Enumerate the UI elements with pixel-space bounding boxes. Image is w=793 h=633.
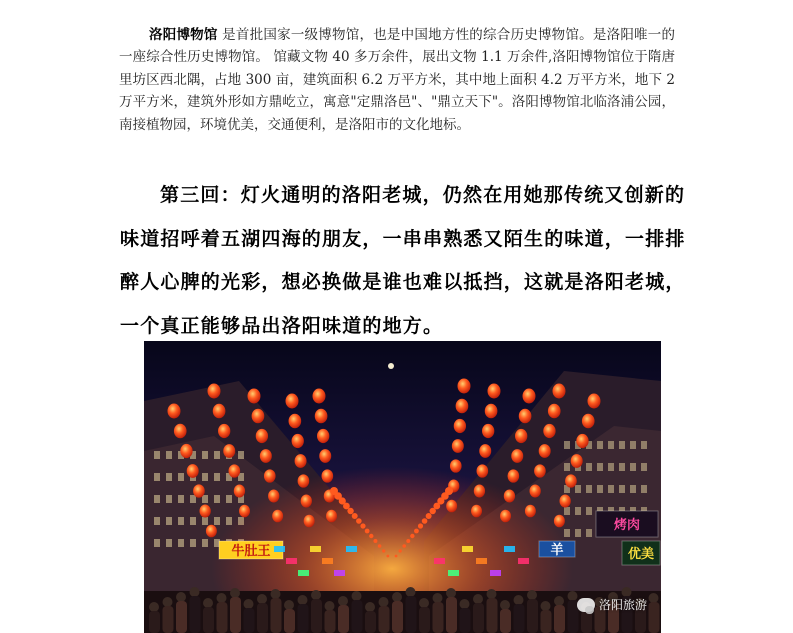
lantern <box>264 469 276 482</box>
lantern <box>292 434 304 448</box>
lantern <box>317 429 329 443</box>
person <box>271 598 282 633</box>
lantern <box>588 394 601 409</box>
lantern <box>200 505 211 518</box>
person <box>149 611 160 633</box>
person <box>379 606 390 633</box>
person-head <box>487 589 497 599</box>
lantern <box>508 469 520 482</box>
shop-light <box>346 546 357 552</box>
person-head <box>554 596 564 606</box>
person <box>203 607 214 633</box>
person-head <box>311 590 321 600</box>
lantern <box>304 515 315 528</box>
lantern <box>248 389 261 404</box>
shop-light <box>462 546 473 552</box>
lantern <box>399 549 402 552</box>
person <box>217 602 228 633</box>
lantern <box>565 474 577 487</box>
person-head <box>244 599 254 609</box>
person-head <box>541 601 551 611</box>
lantern <box>365 529 370 534</box>
person <box>365 611 376 633</box>
person <box>514 604 525 633</box>
lantern <box>378 544 382 548</box>
lantern <box>326 510 337 523</box>
lantern <box>534 464 546 477</box>
lantern <box>504 490 515 503</box>
lantern <box>193 484 205 497</box>
lantern <box>477 464 489 477</box>
person <box>500 609 511 633</box>
lantern <box>386 555 389 558</box>
person-head <box>271 589 281 599</box>
lantern <box>471 505 482 518</box>
person-head <box>149 602 159 612</box>
shop-light <box>286 558 297 564</box>
person <box>433 602 444 633</box>
lantern <box>452 439 464 453</box>
lantern <box>315 409 328 424</box>
lantern <box>402 544 406 548</box>
person <box>487 598 498 633</box>
shop-light <box>274 546 285 552</box>
person-head <box>460 599 470 609</box>
person <box>392 601 403 633</box>
lantern <box>360 523 365 528</box>
lantern <box>543 424 555 438</box>
person <box>176 601 187 633</box>
lantern <box>347 508 353 514</box>
lantern <box>539 444 551 458</box>
lantern <box>252 409 265 424</box>
lantern <box>229 464 241 477</box>
person-head <box>203 598 213 608</box>
person <box>406 596 417 633</box>
person-head <box>514 595 524 605</box>
lantern <box>352 513 358 519</box>
lantern <box>382 549 385 552</box>
person-head <box>338 596 348 606</box>
museum-name: 洛阳博物馆 <box>149 27 218 43</box>
lantern <box>218 424 230 438</box>
person-head <box>500 600 510 610</box>
shop-light <box>298 570 309 576</box>
neon-sign-text: 羊 <box>550 543 564 558</box>
watermark-text: 洛阳旅游 <box>598 598 647 612</box>
person <box>244 608 255 633</box>
lantern <box>554 515 565 528</box>
person-head <box>392 592 402 602</box>
person-head <box>446 588 456 598</box>
lantern <box>426 513 432 519</box>
neon-sign-text: 烤肉 <box>613 518 641 533</box>
lantern <box>456 399 469 414</box>
neon-sign-text: 牛肚王 <box>231 544 271 559</box>
lantern <box>414 529 419 534</box>
lantern <box>530 485 541 498</box>
person <box>446 597 457 633</box>
person-head <box>298 595 308 605</box>
person <box>163 606 174 633</box>
person-head <box>176 592 186 602</box>
lantern <box>500 510 511 523</box>
lantern <box>485 404 498 419</box>
lantern <box>168 404 181 419</box>
person-head <box>649 593 659 603</box>
person <box>230 597 241 633</box>
person <box>325 610 336 633</box>
lantern <box>576 434 588 448</box>
lantern <box>548 404 561 419</box>
person <box>649 602 660 633</box>
lantern <box>187 464 199 478</box>
shop-light <box>310 546 321 552</box>
person <box>460 608 471 633</box>
lantern <box>511 449 523 463</box>
lantern <box>322 469 334 482</box>
lantern <box>422 518 428 524</box>
lantern <box>356 518 362 524</box>
lantern <box>523 389 536 404</box>
person-head <box>527 590 537 600</box>
person-head <box>352 591 362 601</box>
lantern <box>560 495 571 508</box>
person-head <box>433 593 443 603</box>
lantern <box>180 444 192 458</box>
lantern <box>223 444 235 458</box>
lantern <box>295 454 307 468</box>
person-head <box>217 593 227 603</box>
shop-light <box>518 558 529 564</box>
person-head <box>473 594 483 604</box>
person-head <box>190 587 200 597</box>
lantern <box>239 505 250 518</box>
person-head <box>163 597 173 607</box>
lantern <box>369 534 373 538</box>
lantern <box>553 384 566 399</box>
lantern <box>458 379 471 394</box>
lantern <box>488 384 501 399</box>
lantern <box>525 505 536 518</box>
person-head <box>284 600 294 610</box>
person <box>284 609 295 633</box>
shop-light <box>334 570 345 576</box>
person <box>190 596 201 633</box>
lantern <box>208 384 221 399</box>
lantern <box>395 555 398 558</box>
lantern <box>373 539 377 543</box>
chapter-paragraph <box>120 174 690 348</box>
lantern <box>515 429 527 443</box>
neon-sign-text: 优美 <box>627 547 655 562</box>
lantern <box>482 424 494 438</box>
person-head <box>257 594 267 604</box>
lantern <box>213 404 226 419</box>
watermark <box>577 596 647 613</box>
lantern <box>301 495 312 508</box>
person-head <box>379 597 389 607</box>
lantern <box>286 394 299 409</box>
shop-light <box>434 558 445 564</box>
person-head <box>325 601 335 611</box>
lantern <box>268 490 279 503</box>
lantern <box>479 444 491 458</box>
museum-paragraph <box>119 24 675 136</box>
lantern <box>430 508 436 514</box>
person <box>554 605 565 633</box>
person-head <box>406 587 416 597</box>
person <box>257 603 268 633</box>
wechat-icon <box>577 598 595 612</box>
lantern <box>454 419 466 433</box>
lantern <box>582 414 595 429</box>
lantern <box>289 414 302 429</box>
shop-light <box>448 570 459 576</box>
lantern <box>272 510 283 523</box>
lantern <box>256 429 268 443</box>
person-head <box>365 602 375 612</box>
lantern <box>174 424 187 439</box>
person <box>298 604 309 633</box>
lantern <box>450 459 462 472</box>
shop-light <box>476 558 487 564</box>
lantern <box>234 485 245 498</box>
person-head <box>419 598 429 608</box>
lantern <box>319 449 331 463</box>
lantern-street-image <box>144 341 661 633</box>
lantern <box>571 454 583 468</box>
shop-light <box>504 546 515 552</box>
chapter-text: 第三回：灯火通明的洛阳老城，仍然在用她那传统又创新的味道招呼着五湖四海的朋友，一串串熟悉又陌生的味道，一排排醉人心脾的光彩，想必换做是谁也难以抵挡，这就是洛阳老城，一个真正能够品出洛阳味道的地方。 <box>120 184 686 337</box>
shop-light <box>322 558 333 564</box>
person <box>338 605 349 633</box>
lantern <box>446 500 457 513</box>
night-market-photo <box>144 341 661 633</box>
lantern <box>519 409 532 424</box>
person <box>473 603 484 633</box>
person-head <box>230 588 240 598</box>
lantern <box>260 449 272 463</box>
lantern <box>410 534 414 538</box>
person <box>581 611 592 633</box>
person <box>311 599 322 633</box>
lantern <box>418 523 423 528</box>
lantern <box>298 474 310 487</box>
lantern <box>474 485 485 498</box>
person <box>527 599 538 633</box>
shop-light <box>490 570 501 576</box>
lantern <box>313 389 326 404</box>
person <box>352 600 363 633</box>
person <box>541 610 552 633</box>
lantern <box>206 525 217 538</box>
lantern <box>406 539 410 543</box>
person <box>419 607 430 633</box>
museum-description: 是首批国家一级博物馆，也是中国地方性的综合历史博物馆。是洛阳唯一的一座综合性历史博物馆。 馆藏文物 40 多万余件，展出文物 1.1 万余件,洛阳博物馆位于隋唐里坊区西北隅，占地 300 亩，建筑面积 6.2 万平方米，其中地上面积 4.2 万平方米，地下 2 万平方米，建筑外形如方鼎屹立，寓意"定鼎洛邑"、"鼎立天下"。洛阳博物馆北临洛浦公园，南接植物园，环境优美，交通便利，是洛阳市的文化地标。 <box>119 27 676 133</box>
